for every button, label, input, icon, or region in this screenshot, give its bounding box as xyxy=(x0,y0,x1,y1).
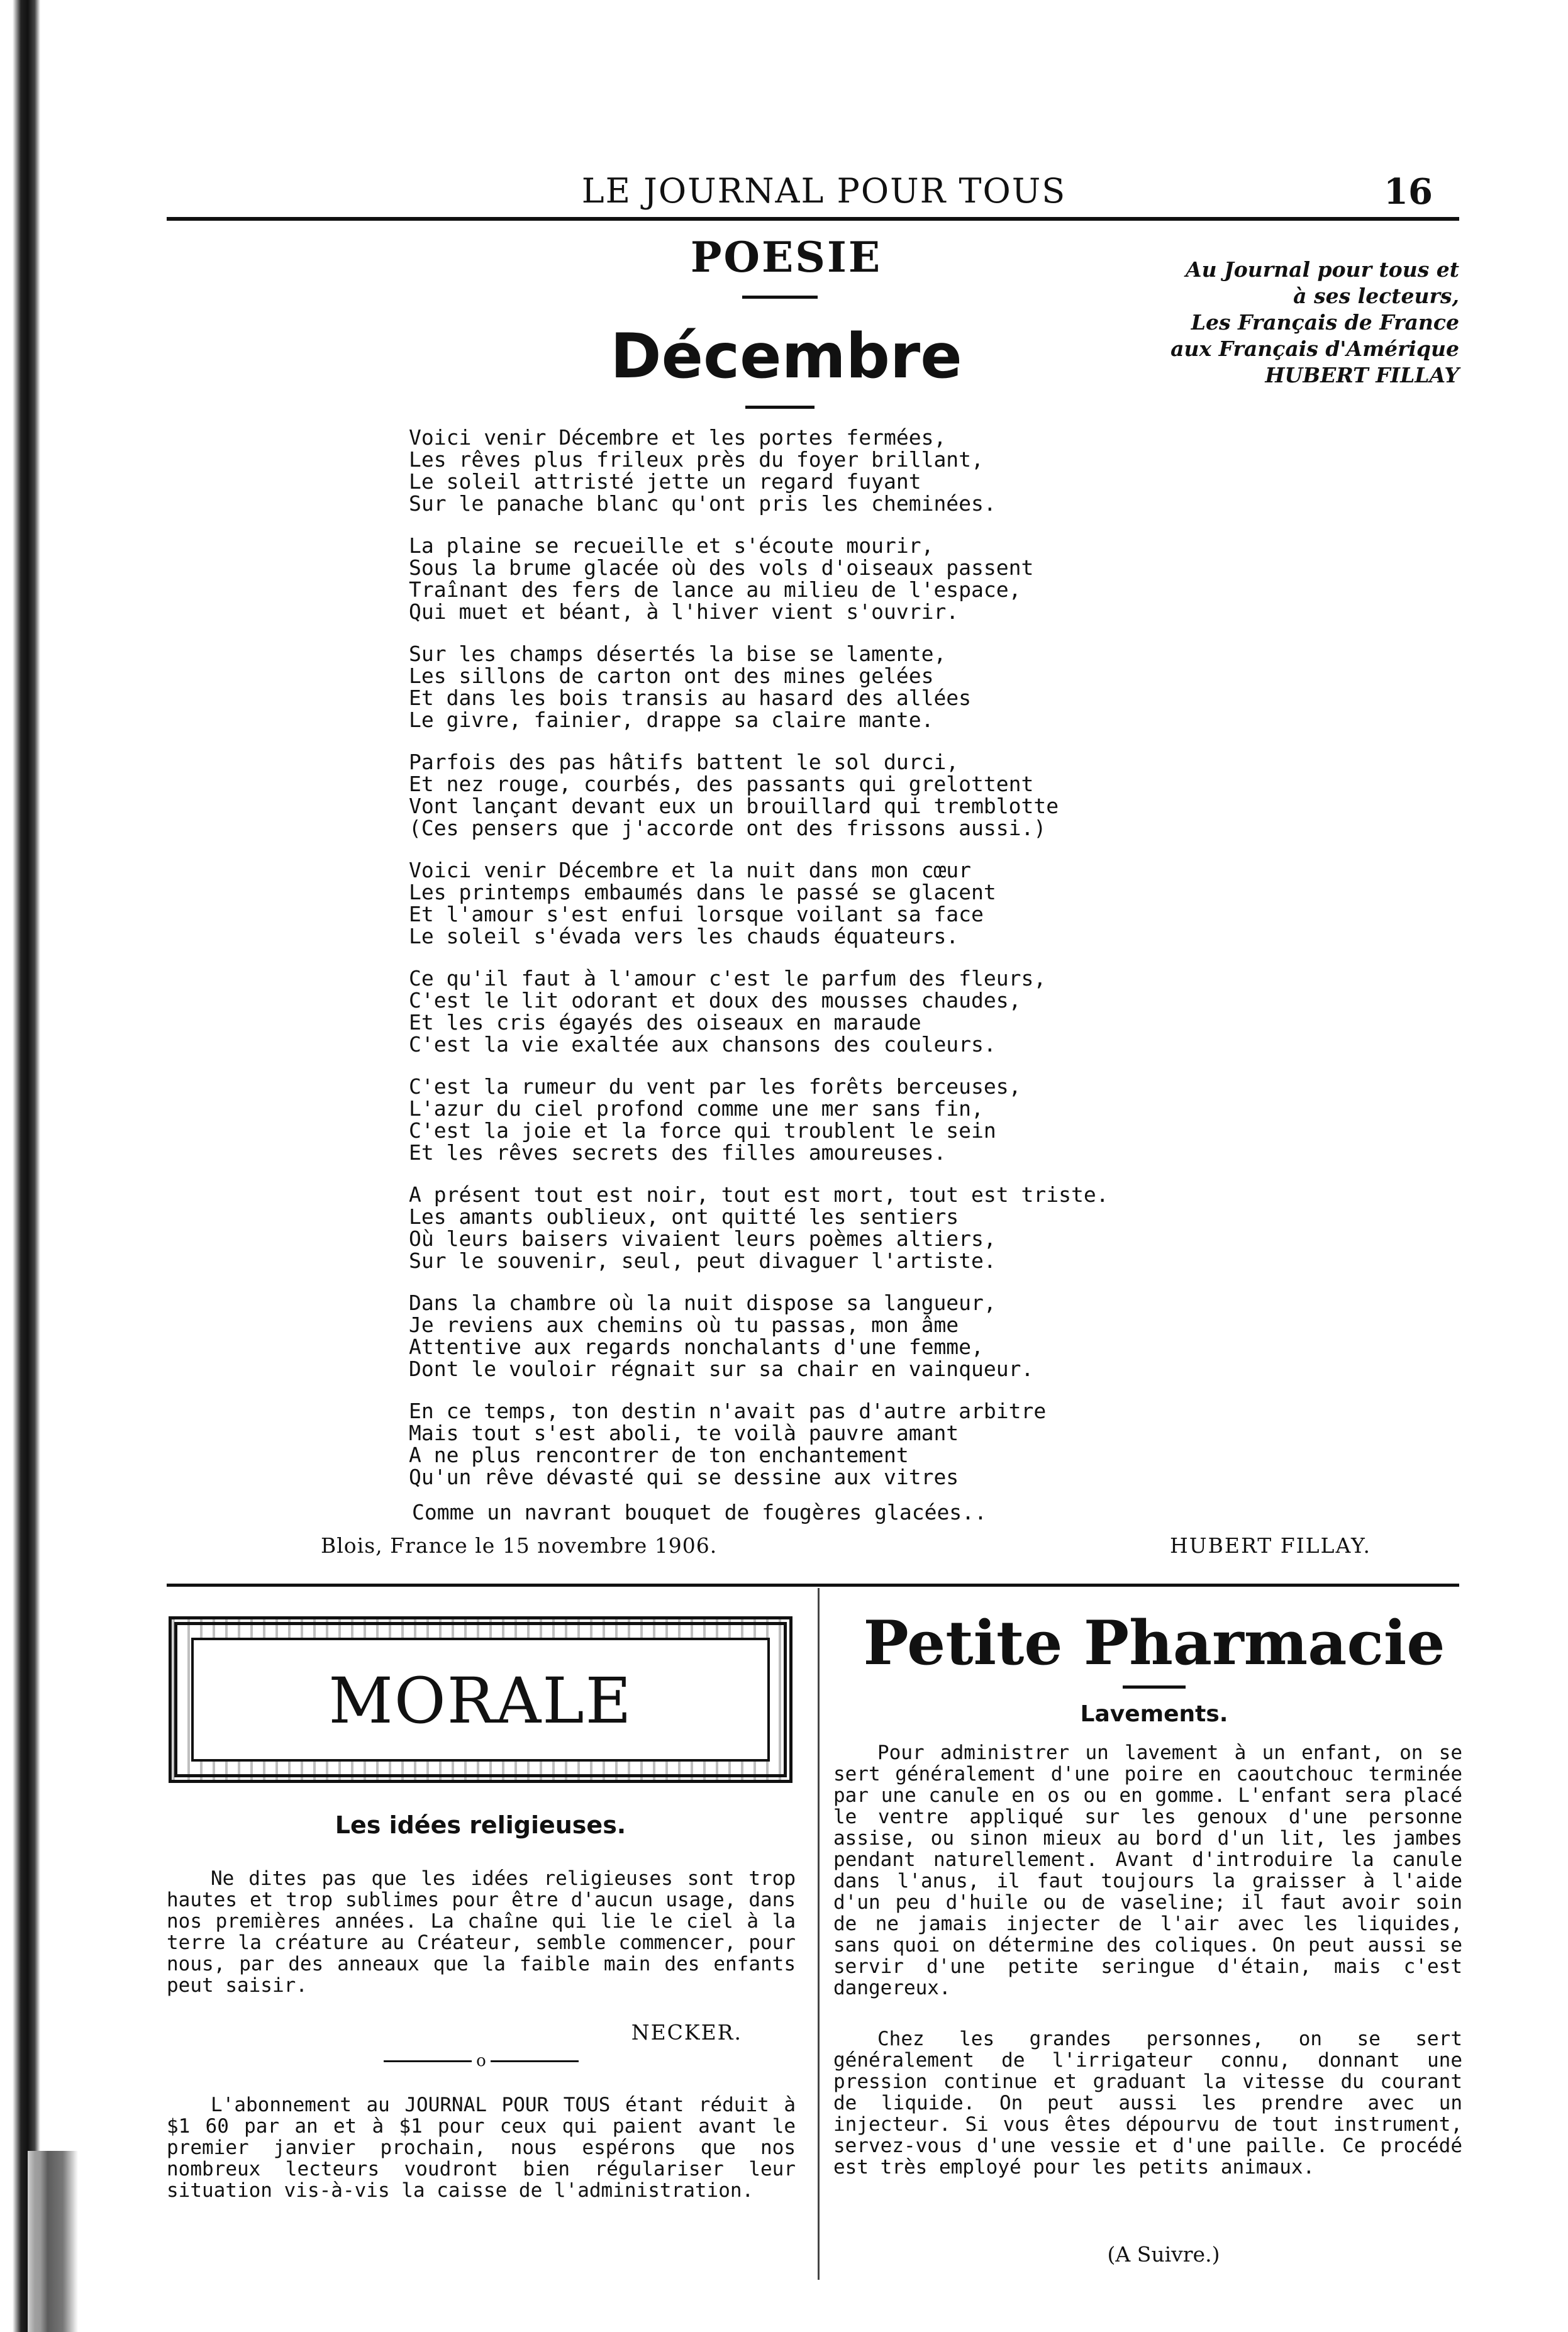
section-title: POESIE xyxy=(690,233,882,282)
poem-place-date: Blois, France le 15 novembre 1906. xyxy=(321,1533,718,1558)
binding-edge xyxy=(13,0,40,2332)
poem-verse: La plaine se recueille et s'écoute mourir, xyxy=(409,533,934,558)
running-head: LE JOURNAL POUR TOUS xyxy=(581,171,1067,211)
poem-stanza xyxy=(409,1075,1226,1163)
pharmacie-subtitle: Lavements. xyxy=(1080,1701,1228,1727)
poem-verse: Et les cris égayés des oiseaux en maraude xyxy=(409,1010,921,1035)
morale-title: MORALE xyxy=(328,1664,633,1738)
poem-verse: Les sillons de carton ont des mines gelées xyxy=(409,664,934,688)
poem-stanza xyxy=(409,426,1226,514)
poem-verse: Le givre, fainier, drappe sa claire mante. xyxy=(409,708,934,732)
poem-verse: Sur les champs désertés la bise se lamente, xyxy=(409,641,947,666)
dedication-line: Au Journal pour tous et xyxy=(1186,257,1459,282)
poem-verse: Et les rêves secrets des filles amoureuses. xyxy=(409,1140,947,1165)
morale-author: NECKER. xyxy=(631,2020,742,2045)
poem-verse: Qui muet et béant, à l'hiver vient s'ouvrir. xyxy=(409,599,959,624)
poem-verse: C'est le lit odorant et doux des mousses chaudes, xyxy=(409,988,1021,1013)
poem-verse: Vont lançant devant eux un brouillard qui tremblotte xyxy=(409,794,1059,818)
section-rule xyxy=(742,296,818,299)
poem-stanza xyxy=(409,1400,1226,1488)
poem-title: Décembre xyxy=(610,321,962,392)
poem-verse: C'est la vie exaltée aux chansons des couleurs. xyxy=(409,1032,996,1057)
poem-verse: Et nez rouge, courbés, des passants qui grelottent xyxy=(409,772,1034,796)
poem-verse: A présent tout est noir, tout est mort, tout est triste. xyxy=(409,1182,1109,1207)
poem-verse: L'azur du ciel profond comme une mer sans fin, xyxy=(409,1096,984,1121)
poem-verse: Les rêves plus frileux près du foyer brillant, xyxy=(409,447,984,472)
poem-verse: Où leurs baisers vivaient leurs poèmes altiers, xyxy=(409,1226,996,1251)
poem-stanza xyxy=(409,1292,1226,1380)
binding-edge-shadow xyxy=(28,2151,78,2332)
to-be-continued: (A Suivre.) xyxy=(1107,2242,1220,2267)
poem-verse: Attentive aux regards nonchalants d'une femme, xyxy=(409,1335,984,1359)
pharmacie-rule xyxy=(1123,1685,1186,1689)
poem-verse: A ne plus rencontrer de ton enchantement xyxy=(409,1443,909,1467)
pharmacie-paragraph: Pour administrer un lavement à un enfant, on se sert généralement d'une poire en caoutchouc terminée par une canule en os ou en gomme. L'enfant sera placé le ventre appliqué sur les genoux d'une personne assise, ou sinon mieux au bord d'un lit, les jambes pendant naturellement. Avant d'introduire la canule dans l'anus, il faut toujours la graisser à l'aide d'un peu d'huile ou de vaseline; il faut avoir soin de ne jamais injecter de l'air avec les liquides, sans quoi on détermine des coliques. On peut aussi se servir d'une petite seringue d'étain, mais c'est dangereux. xyxy=(833,1741,1462,1999)
dedication-line: à ses lecteurs, xyxy=(1293,284,1459,308)
poem-verse: Sur le panache blanc qu'ont pris les cheminées. xyxy=(409,491,996,516)
pharmacie-paragraph: Chez les grandes personnes, on se sert généralement de l'irrigateur connu, donnant une pression continue et graduant la vitesse du courant de liquide. On peut aussi les prendre avec un injecteur. Si vous êtes dépourvu de tout instrument, servez-vous d'une vessie et d'une paille. Ce procédé est très employé pour les petits animaux. xyxy=(833,2028,1462,2179)
title-rule xyxy=(745,406,815,409)
poem-verse: Les printemps embaumés dans le passé se glacent xyxy=(409,880,996,904)
morale-frame-inner xyxy=(191,1638,770,1762)
page-number: 16 xyxy=(1384,171,1433,213)
poem-verse: Dans la chambre où la nuit dispose sa langueur, xyxy=(409,1291,996,1315)
section-divider xyxy=(167,1584,1459,1587)
header-rule xyxy=(167,217,1459,221)
poem-verse: Le soleil attristé jette un regard fuyant xyxy=(409,469,921,494)
separator-mark: o xyxy=(476,2052,486,2070)
poem-verse: En ce temps, ton destin n'avait pas d'autre arbitre xyxy=(409,1399,1047,1423)
morale-subtitle: Les idées religieuses. xyxy=(335,1811,626,1839)
dedication-signature: HUBERT FILLAY xyxy=(1265,363,1459,387)
subscription-notice: L'abonnement au JOURNAL POUR TOUS étant réduit à $1 60 par an et à $1 pour ceux qui paient avant le premier janvier prochain, nous espérons que nos nombreux lecteurs voudront bien régulariser leur situation vis-à-vis la caisse de l'administration. xyxy=(167,2094,796,2202)
poem-final-line: Comme un navrant bouquet de fougères glacées.. xyxy=(412,1500,987,1524)
poem-stanza xyxy=(409,751,1226,839)
poem-verse: Sous la brume glacée où des vols d'oiseaux passent xyxy=(409,555,1034,580)
dedication-line: aux Français d'Amérique xyxy=(1170,336,1459,361)
poem-body xyxy=(409,426,1226,1508)
separator-line-right xyxy=(491,2060,579,2062)
column-divider xyxy=(818,1588,820,2280)
poem-stanza xyxy=(409,1184,1226,1272)
poem-verse: Voici venir Décembre et les portes fermées, xyxy=(409,425,947,450)
poem-verse: Les amants oublieux, ont quitté les sentiers xyxy=(409,1204,959,1229)
poem-verse: (Ces pensers que j'accorde ont des frissons aussi.) xyxy=(409,816,1047,840)
dedication xyxy=(1126,257,1459,389)
poem-verse: Dont le vouloir régnait sur sa chair en vainqueur. xyxy=(409,1357,1034,1381)
poem-verse: C'est la joie et la force qui troublent le sein xyxy=(409,1118,996,1143)
pharmacie-title: Petite Pharmacie xyxy=(863,1607,1445,1679)
morale-ornamental-frame xyxy=(169,1616,792,1783)
poem-stanza xyxy=(409,967,1226,1055)
poem-verse: Traînant des fers de lance au milieu de l'espace, xyxy=(409,577,1021,602)
poem-verse: Et dans les bois transis au hasard des allées xyxy=(409,686,972,710)
poem-stanza xyxy=(409,535,1226,623)
poem-verse: Mais tout s'est aboli, te voilà pauvre amant xyxy=(409,1421,959,1445)
poem-verse: Je reviens aux chemins où tu passas, mon âme xyxy=(409,1313,959,1337)
poem-stanza xyxy=(409,859,1226,947)
poem-verse: Qu'un rêve dévasté qui se dessine aux vitres xyxy=(409,1465,959,1489)
poem-verse: Sur le souvenir, seul, peut divaguer l'artiste. xyxy=(409,1248,996,1273)
dedication-line: Les Français de France xyxy=(1191,310,1459,335)
separator-line-left xyxy=(384,2060,472,2062)
morale-paragraph: Ne dites pas que les idées religieuses sont trop hautes et trop sublimes pour être d'aucun usage, dans nos premières années. La chaîne qui lie le ciel à la terre la créature au Créateur, semble commencer, pour nous, par des anneaux que la faible main des enfants peut saisir. xyxy=(167,1867,796,1997)
small-separator xyxy=(384,2052,579,2070)
poem-verse: Et l'amour s'est enfui lorsque voilant sa face xyxy=(409,902,984,926)
poem-stanza xyxy=(409,643,1226,731)
poem-signature: HUBERT FILLAY. xyxy=(1170,1533,1371,1558)
poem-verse: C'est la rumeur du vent par les forêts berceuses, xyxy=(409,1074,1021,1099)
poem-verse: Voici venir Décembre et la nuit dans mon cœur xyxy=(409,858,972,882)
poem-verse: Le soleil s'évada vers les chauds équateurs. xyxy=(409,924,959,948)
poem-verse: Ce qu'il faut à l'amour c'est le parfum des fleurs, xyxy=(409,966,1047,991)
poem-verse: Parfois des pas hâtifs battent le sol durci, xyxy=(409,750,959,774)
